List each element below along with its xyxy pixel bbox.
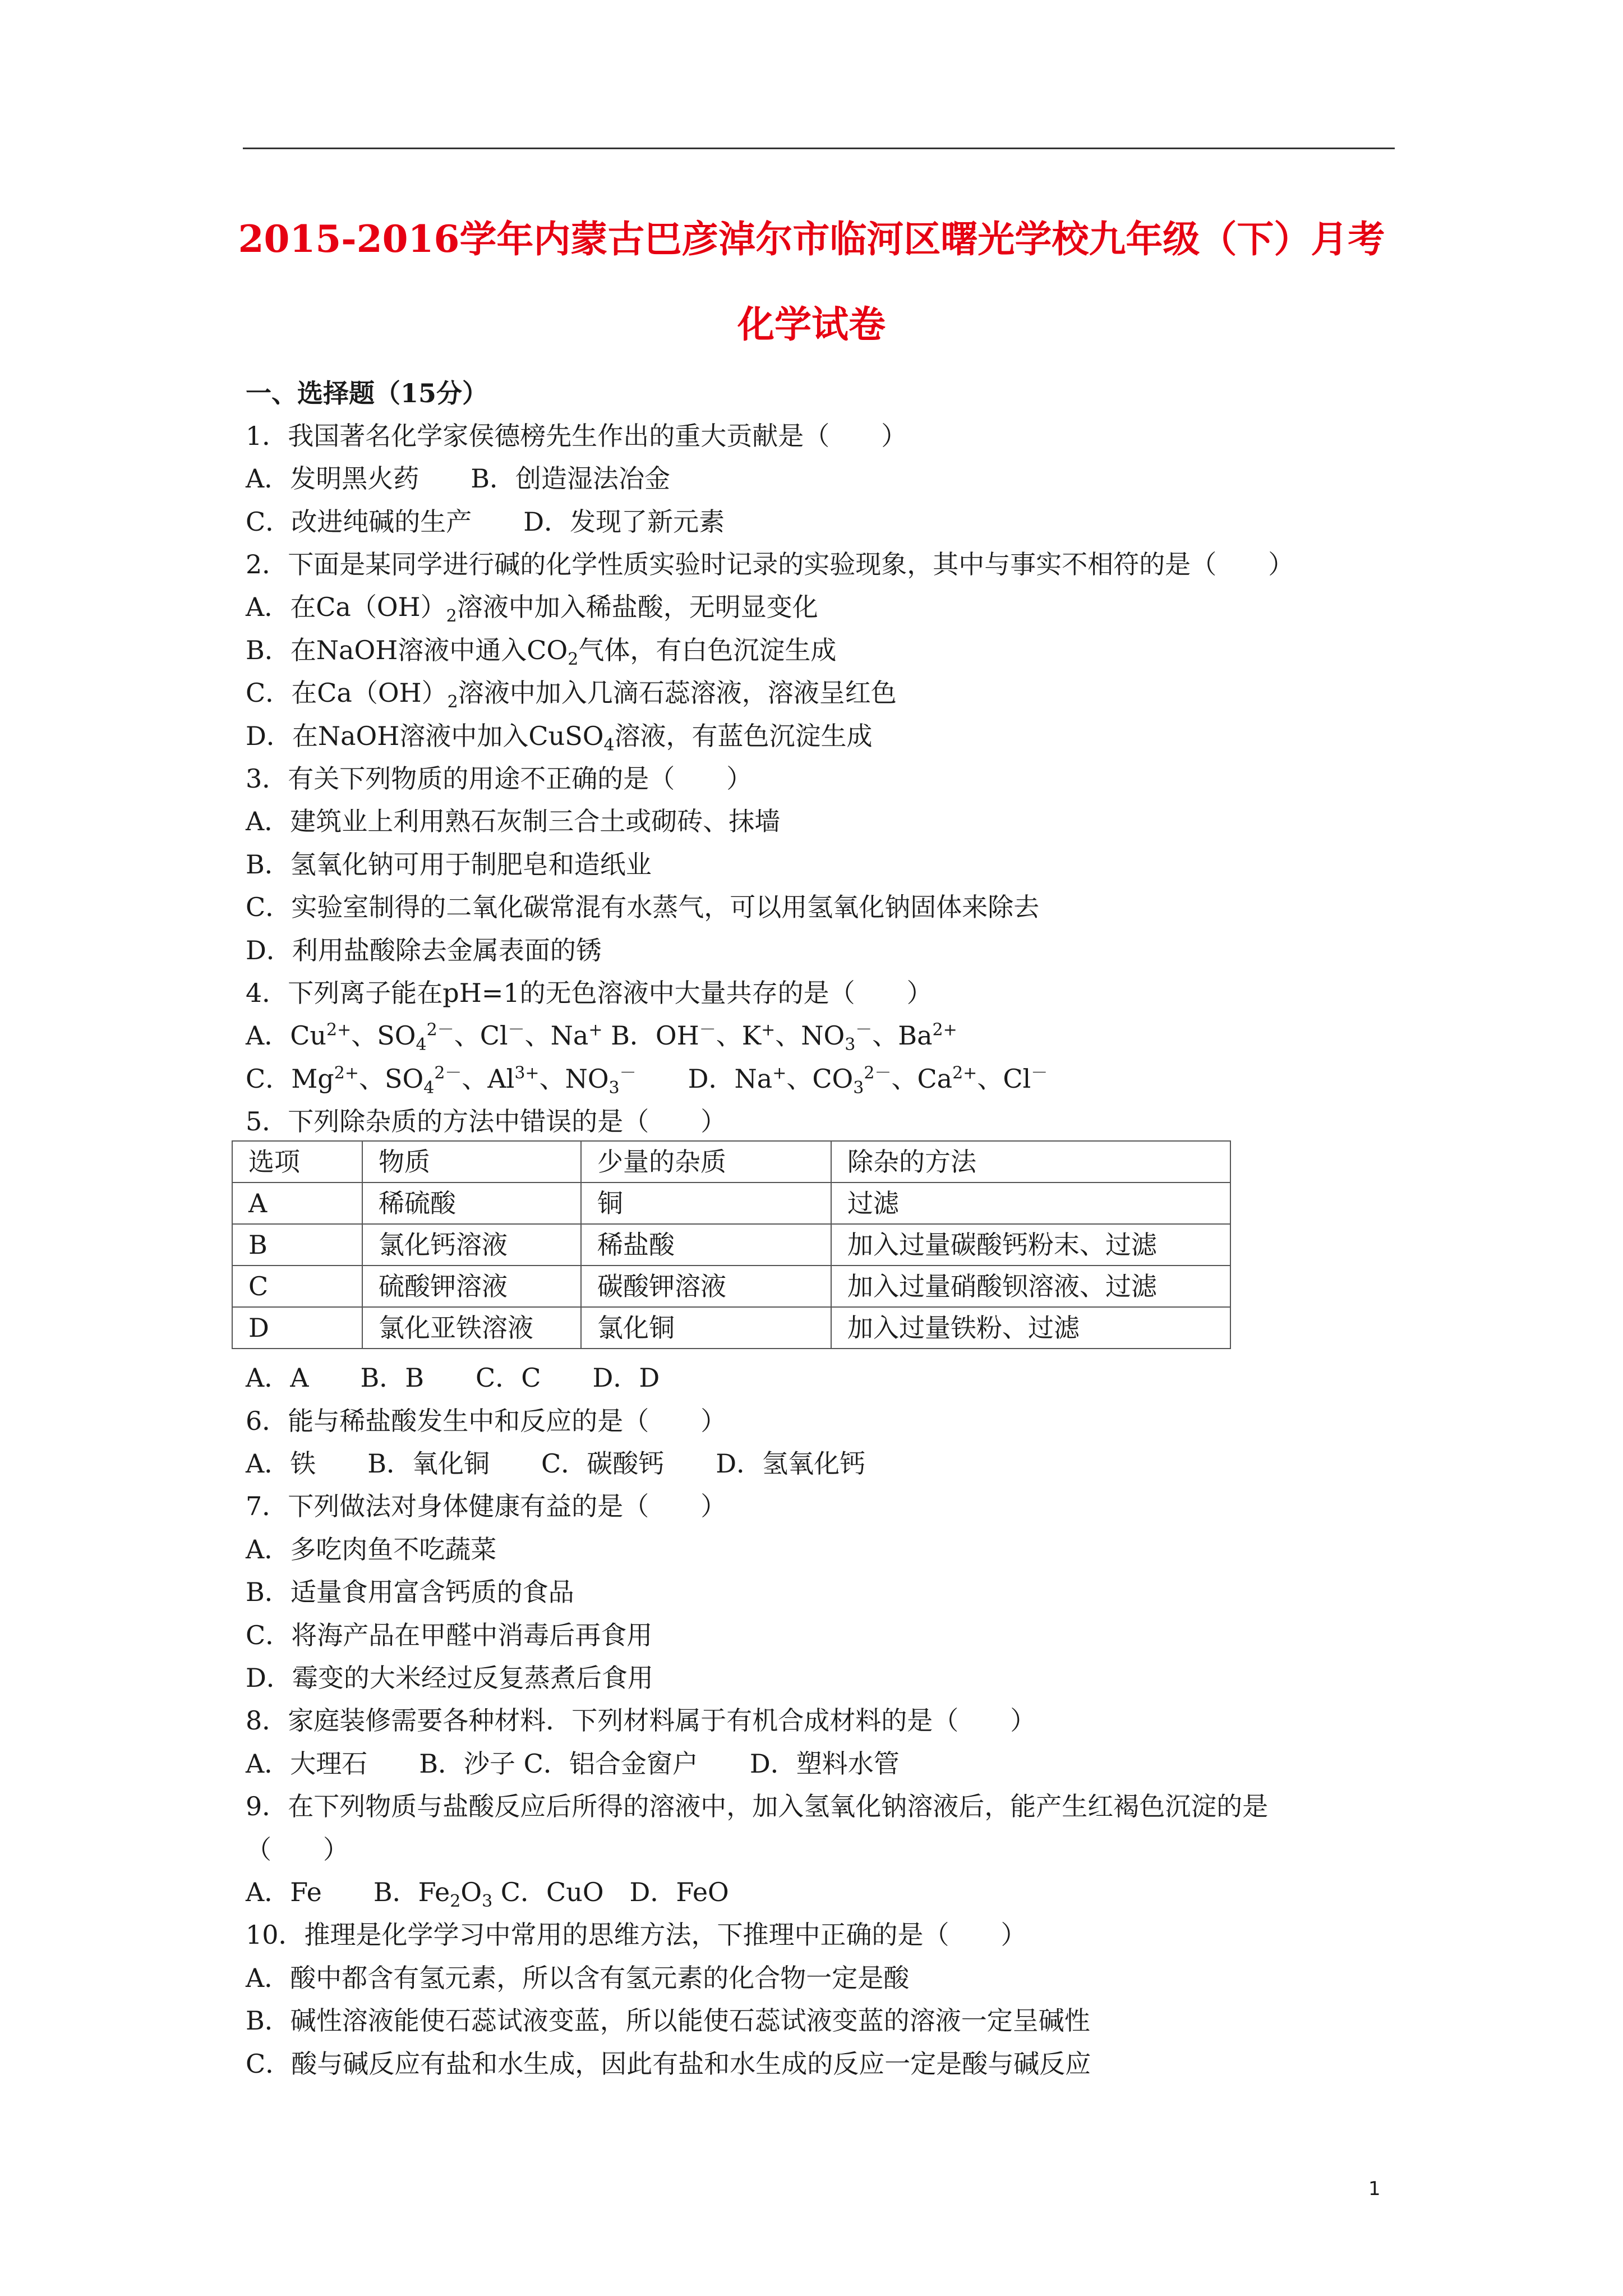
table-cell: 加入过量硝酸钡溶液、过滤: [831, 1266, 1230, 1307]
q2-option-c: C．在$Ca(OH)_2$溶液中加入几滴石蕊溶液，溶液呈红色: [246, 678, 897, 712]
q10-option-c: C．酸与碱反应有盐和水生成，因此有盐和水生成的反应一定是酸与碱反应: [246, 2049, 1091, 2079]
q5-table: [232, 1140, 1231, 1349]
q10-option-a: A．酸中都含有氢元素，所以含有氢元素的化合物一定是酸: [246, 1963, 910, 1993]
q1-stem: 1．我国著名化学家侯德榜先生作出的重大贡献是（ ）: [246, 421, 907, 451]
q7-stem: 7．下列做法对身体健康有益的是（ ）: [246, 1491, 727, 1521]
table-header-cell: 少量的杂质: [581, 1141, 831, 1182]
table-cell: C: [232, 1266, 362, 1307]
table-cell: 碳酸钾溶液: [581, 1266, 831, 1307]
q4-options-ab: A．$Cu^{2+}$、$SO_4^{2-}$、Cl－、Na+ B．OH－、K+、$NO_3^-$、$Ba^{2+}$: [246, 1020, 957, 1055]
q3-option-c: C．实验室制得的二氧化碳常混有水蒸气，可以用氢氧化钠固体来除去: [246, 892, 1040, 922]
q7-option-d: D．霉变的大米经过反复蒸煮后食用: [246, 1663, 653, 1693]
q3-option-a: A．建筑业上利用熟石灰制三合土或砌砖、抹墙: [246, 806, 781, 836]
q3-option-b: B．氢氧化钠可用于制肥皂和造纸业: [246, 849, 652, 880]
q5-stem: 5．下列除杂质的方法中错误的是（ ）: [246, 1106, 727, 1137]
table-cell: 稀硫酸: [362, 1182, 581, 1224]
q1-options-ab: A．发明黑火药 B．创造湿法冶金: [246, 463, 671, 494]
table-row: [232, 1307, 1230, 1349]
table-row: [232, 1266, 1230, 1307]
table-cell: 铜: [581, 1182, 831, 1224]
q2-option-d: D．在NaOH溶液中加入CuSO$_4$溶液，有蓝色沉淀生成: [246, 721, 873, 756]
table-cell: B: [232, 1224, 362, 1266]
q1-options-cd: C．改进纯碱的生产 D．发现了新元素: [246, 507, 725, 537]
table-row: [232, 1182, 1230, 1224]
section-heading: 一、选择题（15分）: [246, 378, 488, 408]
table-header-cell: 除杂的方法: [831, 1141, 1230, 1182]
q4-stem: 4．下列离子能在pH=1的无色溶液中大量共存的是（ ）: [246, 978, 933, 1008]
paper-title-line2: 化学试卷: [737, 302, 886, 346]
q10-stem: 10．推理是化学学习中常用的思维方法，下推理中正确的是（ ）: [246, 1920, 1027, 1950]
table-cell: 加入过量铁粉、过滤: [831, 1307, 1230, 1349]
q10-option-b: B．碱性溶液能使石蕊试液变蓝，所以能使石蕊试液变蓝的溶液一定呈碱性: [246, 2005, 1090, 2036]
table-cell: 氯化铜: [581, 1307, 831, 1349]
header-rule: [243, 148, 1395, 149]
table-cell: 氯化亚铁溶液: [362, 1307, 581, 1349]
q9-options: A．Fe B．$Fe_2O_3$ C．CuO D．FeO: [246, 1877, 729, 1912]
q2-option-a: A．在$Ca(OH)_2$溶液中加入稀盐酸，无明显变化: [246, 592, 818, 627]
q4-options-cd: C．$Mg^{2+}$、$SO_4^{2-}$、$Al^{3+}$、$NO_3^-$ D．Na+、$CO_3^{2-}$、$Ca^{2+}$、Cl－: [246, 1063, 1048, 1098]
table-row: [232, 1224, 1230, 1266]
paper-title-line1: 2015-2016学年内蒙古巴彦淖尔市临河区曙光学校九年级（下）月考: [238, 217, 1385, 261]
q9-stem: 9．在下列物质与盐酸反应后所得的溶液中，加入氢氧化钠溶液后，能产生红褐色沉淀的是: [246, 1791, 1269, 1821]
q8-stem: 8．家庭装修需要各种材料．下列材料属于有机合成材料的是（ ）: [246, 1705, 1036, 1736]
table-cell: D: [232, 1307, 362, 1349]
q3-stem: 3．有关下列物质的用途不正确的是（ ）: [246, 763, 753, 794]
table-header-cell: 物质: [362, 1141, 581, 1182]
q6-stem: 6．能与稀盐酸发生中和反应的是（ ）: [246, 1406, 727, 1436]
table-header-row: [232, 1141, 1230, 1182]
q7-option-c: C．将海产品在甲醛中消毒后再食用: [246, 1620, 653, 1650]
q7-option-b: B．适量食用富含钙质的食品: [246, 1577, 574, 1607]
q8-options: A．大理石 B．沙子 C．铝合金窗户 D．塑料水管: [246, 1749, 900, 1779]
q5-options: A．A B．B C．C D．D: [246, 1363, 660, 1393]
q3-option-d: D．利用盐酸除去金属表面的锈: [246, 935, 602, 965]
table-cell: 稀盐酸: [581, 1224, 831, 1266]
q9-stem-cont: （ ）: [246, 1834, 349, 1865]
table-cell: A: [232, 1182, 362, 1224]
table-cell: 硫酸钾溶液: [362, 1266, 581, 1307]
table-cell: 加入过量碳酸钙粉末、过滤: [831, 1224, 1230, 1266]
page-number: 1: [1368, 2178, 1381, 2200]
q7-option-a: A．多吃肉鱼不吃蔬菜: [246, 1534, 497, 1565]
q6-options: A．铁 B．氧化铜 C．碳酸钙 D．氢氧化钙: [246, 1448, 866, 1479]
table-cell: 氯化钙溶液: [362, 1224, 581, 1266]
table-cell: 过滤: [831, 1182, 1230, 1224]
q2-option-b: B．在NaOH溶液中通入$CO_2$气体，有白色沉淀生成: [246, 635, 837, 670]
table-header-cell: 选项: [232, 1141, 362, 1182]
q2-stem: 2．下面是某同学进行碱的化学性质实验时记录的实验现象，其中与事实不相符的是（ ）: [246, 549, 1294, 579]
